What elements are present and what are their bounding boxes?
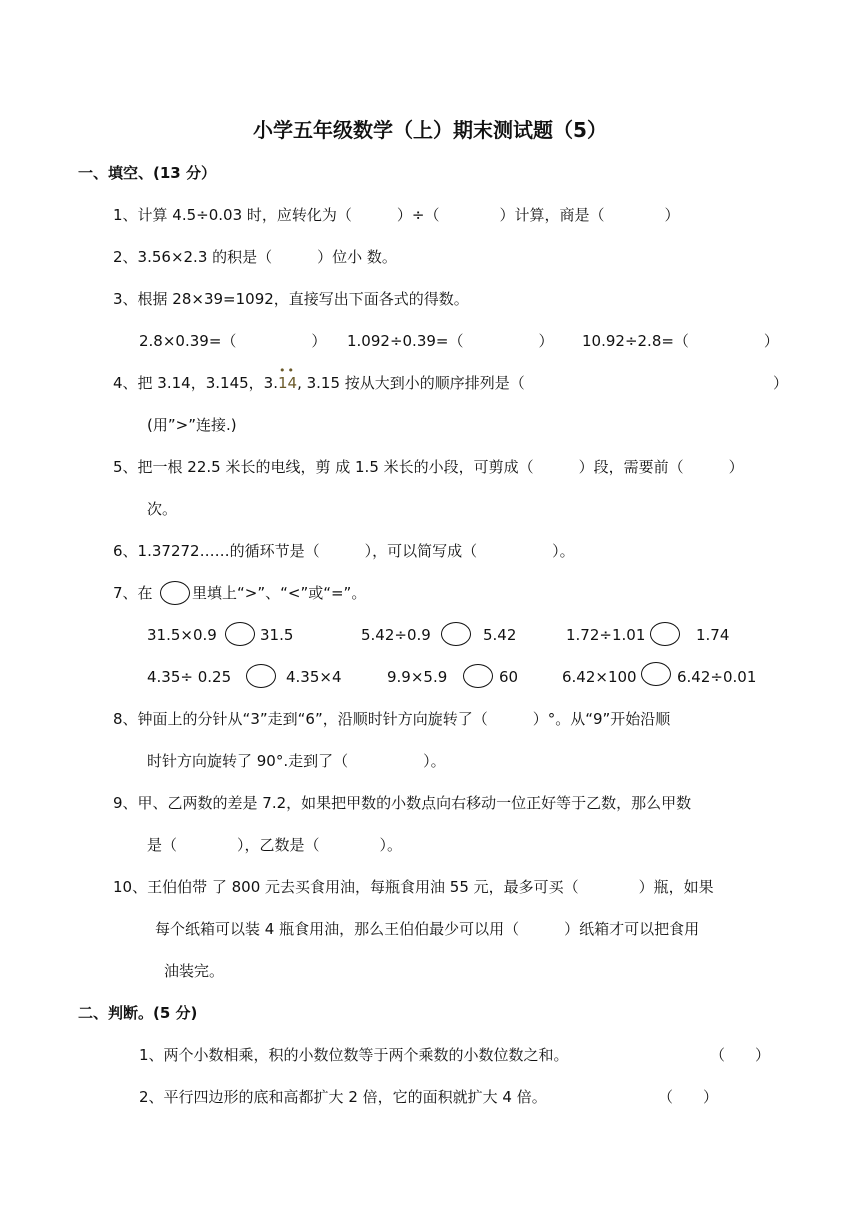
compare-left: 9.9×5.9	[387, 668, 448, 686]
compare-left: 4.35÷ 0.25	[147, 668, 232, 686]
question-4-prefix: 4、把 3.14，3.145，3.	[113, 374, 278, 392]
question-8: 8、钟面上的分针从“3”走到“6”，沿顺时针方向旋转了（ ）°。从“9”开始沿顺	[113, 710, 671, 728]
compare-left: 1.72÷1.01	[566, 626, 646, 644]
question-4-suffix: , 3.15 按从大到小的顺序排列是（	[297, 374, 525, 392]
compare-circle[interactable]	[650, 622, 680, 646]
question-10-line2: 每个纸箱可以装 4 瓶食用油，那么王伯伯最少可以用（ ）纸箱才可以把食用	[155, 920, 700, 938]
compare-right: 6.42÷0.01	[677, 668, 757, 686]
question-7-suffix: 里填上“>”、“<”或“=”。	[192, 584, 367, 602]
question-4	[113, 364, 525, 393]
question-3b: 1.092÷0.39=（ ）	[347, 332, 554, 350]
question-10: 10、王伯伯带 了 800 元去买食用油，每瓶食用油 55 元，最多可买（ ）瓶，如果	[113, 878, 714, 896]
compare-right: 60	[499, 668, 519, 686]
compare-left: 5.42÷0.9	[361, 626, 431, 644]
compare-right: 1.74	[696, 626, 730, 644]
question-3a: 2.8×0.39=（ ）	[139, 332, 327, 350]
question-4-line2: (用”>”连接.)	[147, 416, 237, 434]
compare-circle	[160, 581, 190, 605]
question-8-line2: 时针方向旋转了 90°.走到了（ ）。	[147, 752, 446, 770]
compare-circle[interactable]	[246, 664, 276, 688]
compare-right: 5.42	[483, 626, 517, 644]
repeating-decimal: •• 14	[277, 364, 298, 392]
question-6: 6、1.37272……的循环节是（ ），可以简写成（ ）。	[113, 542, 575, 560]
question-4-close-paren: ）	[773, 374, 789, 392]
compare-right: 4.35×4	[286, 668, 342, 686]
compare-right: 31.5	[260, 626, 294, 644]
section-heading-fill-in: 一、填空、(13 分）	[78, 164, 216, 182]
question-2: 2、3.56×2.3 的积是（ ）位小 数。	[113, 248, 397, 266]
question-5-line2: 次。	[147, 500, 178, 518]
question-9-line2: 是（ ），乙数是（ ）。	[147, 836, 403, 854]
repeating-dots: ••	[278, 364, 296, 377]
judge-1: 1、两个小数相乘，积的小数位数等于两个乘数的小数位数之和。	[139, 1046, 569, 1064]
question-3c: 10.92÷2.8=（ ）	[582, 332, 779, 350]
compare-circle[interactable]	[441, 622, 471, 646]
judge-1-answer[interactable]: （ ）	[710, 1046, 771, 1064]
judge-2-answer[interactable]: （ ）	[658, 1088, 719, 1106]
compare-left: 31.5×0.9	[147, 626, 217, 644]
page-title: 小学五年级数学（上）期末测试题（5）	[253, 118, 607, 142]
compare-left: 6.42×100	[562, 668, 637, 686]
question-10-line3: 油装完。	[164, 962, 225, 980]
question-9: 9、甲、乙两数的差是 7.2，如果把甲数的小数点向右移动一位正好等于乙数，那么甲数	[113, 794, 692, 812]
compare-circle[interactable]	[463, 664, 493, 688]
section-heading-judge: 二、判断。(5 分)	[78, 1004, 198, 1022]
question-7-prefix: 7、在	[113, 584, 153, 602]
question-1: 1、计算 4.5÷0.03 时，应转化为（ ）÷（ ）计算，商是（ ）	[113, 206, 680, 224]
compare-circle[interactable]	[225, 622, 255, 646]
question-3: 3、根据 28×39=1092，直接写出下面各式的得数。	[113, 290, 469, 308]
question-5: 5、把一根 22.5 米长的电线，剪 成 1.5 米长的小段，可剪成（ ）段，需要前（ ）	[113, 458, 744, 476]
judge-2: 2、平行四边形的底和高都扩大 2 倍，它的面积就扩大 4 倍。	[139, 1088, 547, 1106]
compare-circle[interactable]	[641, 662, 671, 686]
